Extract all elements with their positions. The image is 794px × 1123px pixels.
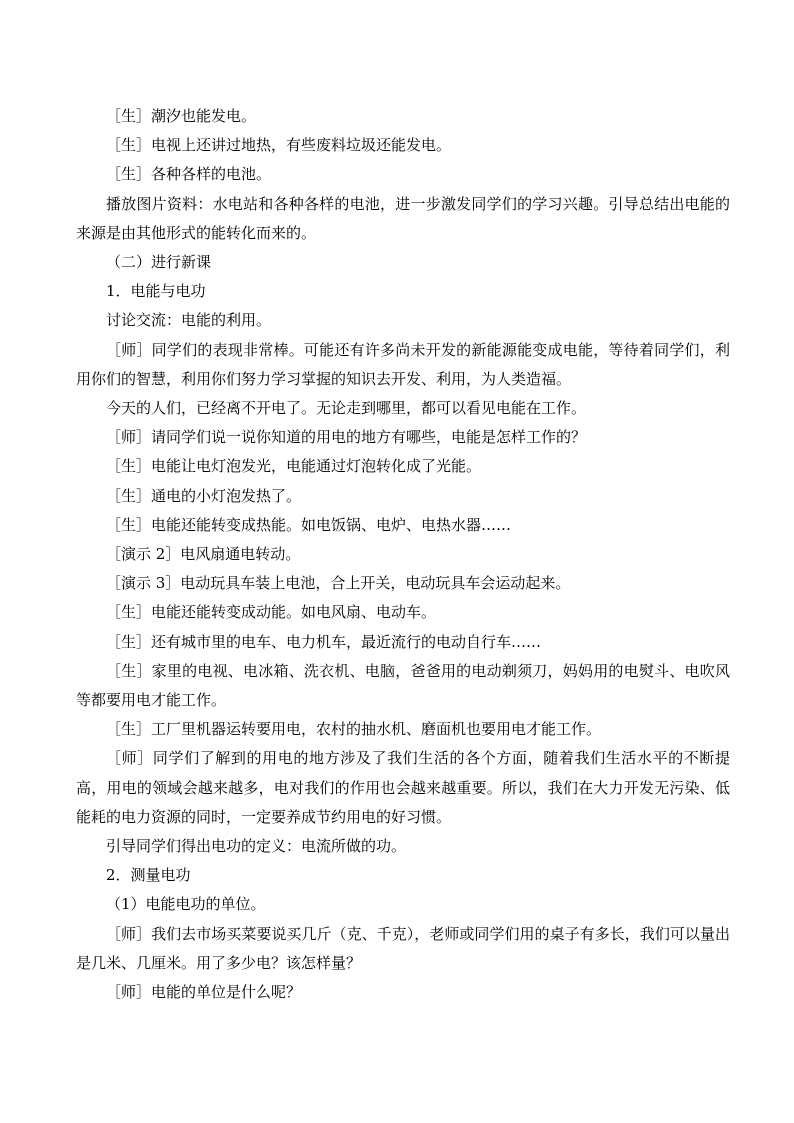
paragraph: ［师］请同学们说一说你知道的用电的地方有哪些，电能是怎样工作的？ — [106, 428, 587, 447]
paragraph: 讨论交流：电能的利用。 — [106, 311, 272, 330]
paragraph: 今天的人们，已经离不开电了。无论走到哪里，都可以看见电能在工作。 — [106, 399, 587, 418]
paragraph: 播放图片资料：水电站和各种各样的电池，进一步激发同学们的学习兴趣。引导总结出电能的来源是由其他形式的能转化而来的。 — [76, 194, 730, 242]
paragraph: ［演示 3］电动玩具车装上电池，合上开关，电动玩具车会运动起来。 — [106, 574, 571, 593]
paragraph: ［生］还有城市里的电车、电力机车，最近流行的电动自行车…… — [106, 632, 542, 651]
paragraph: ［生］通电的小灯泡发热了。 — [106, 486, 302, 505]
subsection-heading: 2．测量电功 — [106, 866, 191, 885]
paragraph: ［生］电能还能转变成动能。如电风扇、电动车。 — [106, 603, 437, 622]
paragraph: 引导同学们得出电功的定义：电流所做的功。 — [106, 837, 407, 856]
paragraph: ［生］各种各样的电池。 — [106, 165, 272, 184]
paragraph: ［师］同学们的表现非常棒。可能还有许多尚未开发的新能源能变成电能，等待着同学们，利用你们的智慧，利用你们努力学习掌握的知识去开发、利用，为人类造福。 — [76, 340, 730, 388]
paragraph: （1）电能电功的单位。 — [106, 895, 266, 914]
paragraph: ［师］我们去市场买菜要说买几斤（克、千克），老师或同学们用的桌子有多长，我们可以量出是几米、几厘米。用了多少电？该怎样量？ — [76, 924, 730, 972]
document-page — [76, 102, 730, 1007]
paragraph: ［师］同学们了解到的用电的地方涉及了我们生活的各个方面，随着我们生活水平的不断提高，用电的领域会越来越多，电对我们的作用也会越来越重要。所以，我们在大力开发无污染、低能耗的电力资源的同时，一定要养成节约用电的好习惯。 — [76, 749, 730, 826]
subsection-heading: 1．电能与电功 — [106, 282, 206, 301]
paragraph: ［生］工厂里机器运转要用电，农村的抽水机、磨面机也要用电才能工作。 — [106, 720, 602, 739]
paragraph: ［生］电能让电灯泡发光，电能通过灯泡转化成了光能。 — [106, 457, 482, 476]
paragraph: ［生］家里的电视、电冰箱、洗衣机、电脑，爸爸用的电动剃须刀，妈妈用的电熨斗、电吹风等都要用电才能工作。 — [76, 661, 730, 710]
paragraph: ［生］电视上还讲过地热，有些废料垃圾还能发电。 — [106, 136, 452, 155]
paragraph: ［师］电能的单位是什么呢？ — [106, 983, 302, 1002]
paragraph: ［生］潮汐也能发电。 — [106, 107, 257, 125]
paragraph: ［演示 2］电风扇通电转动。 — [106, 545, 301, 564]
paragraph: ［生］电能还能转变成热能。如电饭锅、电炉、电热水器…… — [106, 515, 512, 534]
section-heading: （二）进行新课 — [106, 253, 212, 272]
